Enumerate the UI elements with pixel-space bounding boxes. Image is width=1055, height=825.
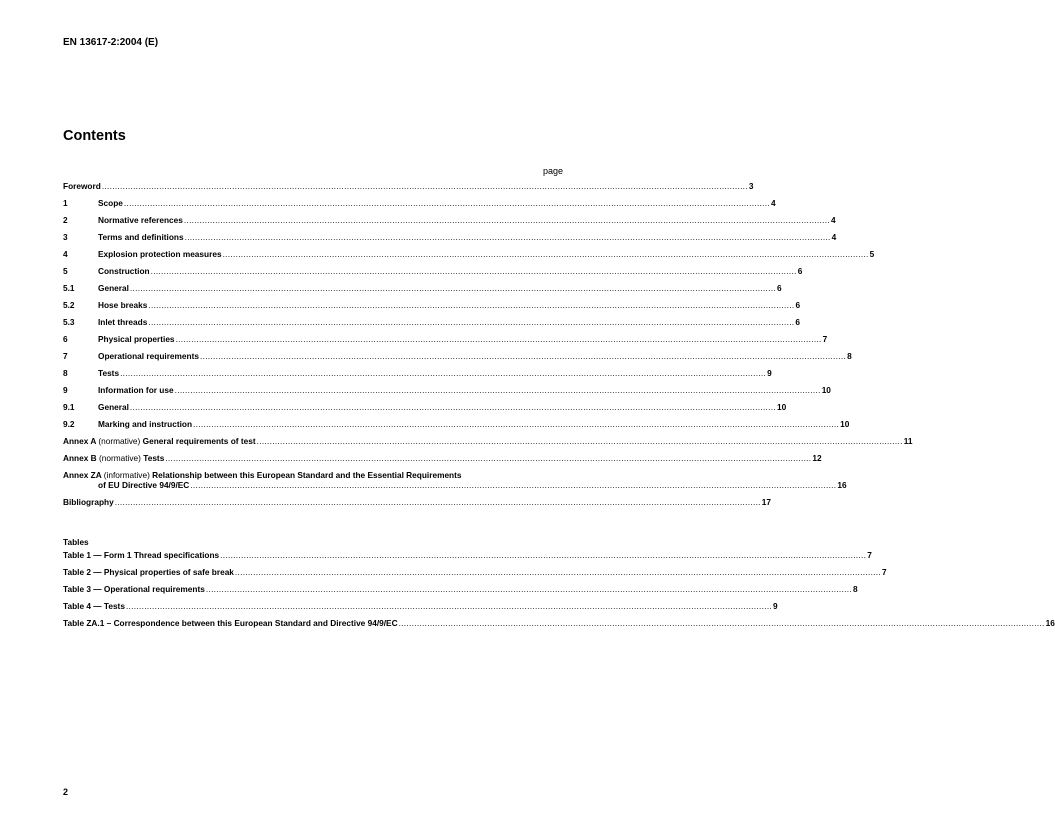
toc-entry-title: Inlet threads: [98, 317, 148, 327]
table-entry-title: Table 2 — Physical properties of safe break: [63, 567, 234, 577]
toc-entry[interactable]: [63, 317, 801, 334]
toc-entry-title: Operational requirements: [98, 351, 199, 361]
toc-entry[interactable]: [63, 232, 837, 249]
toc-entry[interactable]: [63, 419, 850, 436]
toc-entry-page: 7: [822, 334, 828, 344]
toc-entry-page: 8: [847, 351, 852, 361]
toc-entry[interactable]: [63, 266, 803, 283]
toc-entry-bibliography[interactable]: [63, 497, 772, 514]
table-entry-title: Table 1 — Form 1 Thread specifications: [63, 550, 220, 560]
toc-entry[interactable]: [63, 300, 801, 317]
toc-entry-page: 12: [812, 453, 822, 463]
toc-entry-page: 9: [767, 368, 772, 378]
table-entry-page: 7: [867, 550, 872, 560]
toc-entry-page: 10: [840, 419, 850, 429]
dot-leader: [235, 567, 881, 577]
toc-entry-page: 11: [903, 436, 913, 446]
toc-entry-title: Hose breaks: [98, 300, 148, 310]
toc-entry-number: 3: [63, 232, 68, 242]
table-entry[interactable]: [63, 618, 1055, 635]
dot-leader: [200, 351, 846, 361]
document-id: EN 13617-2:2004 (E): [63, 37, 159, 48]
toc-entry-page: 6: [795, 300, 801, 310]
annex-kind: (informative): [103, 470, 150, 480]
toc-entry[interactable]: [63, 368, 772, 385]
toc-entry-title: Normative references: [98, 215, 183, 225]
toc-entry-number: 7: [63, 351, 68, 361]
toc-entry-title: Tests: [98, 368, 120, 378]
annex-title: General requirements of test: [142, 436, 256, 446]
toc-entry-page: 5: [869, 249, 875, 259]
annex-title-continued: of EU Directive 94/9/EC: [98, 480, 190, 490]
list-of-tables: [63, 550, 1055, 635]
dot-leader: [124, 198, 770, 208]
annex-label: Annex B: [63, 453, 97, 463]
table-entry-title: Table 3 — Operational requirements: [63, 584, 205, 594]
toc-entry[interactable]: [63, 351, 852, 368]
dot-leader: [185, 232, 831, 242]
toc-entry-title: Bibliography: [63, 497, 114, 507]
tables-heading: Tables: [63, 537, 89, 547]
dot-leader: [165, 453, 811, 463]
toc-entry[interactable]: [63, 198, 776, 215]
toc-entry-page: 10: [821, 385, 831, 395]
toc-entry-number: 9.1: [63, 402, 75, 412]
table-entry[interactable]: [63, 550, 872, 567]
dot-leader: [130, 402, 776, 412]
toc-entry-page: 6: [795, 317, 801, 327]
dot-leader: [148, 317, 794, 327]
dot-leader: [223, 249, 869, 259]
dot-leader: [130, 283, 776, 293]
toc-entry[interactable]: [63, 402, 787, 419]
annex-label: Annex A: [63, 436, 97, 446]
toc-entry-number: 1: [63, 198, 68, 208]
toc-entry-number: 9: [63, 385, 68, 395]
toc-entry-annex-a[interactable]: [63, 436, 913, 453]
toc-entry-title: Foreword: [63, 181, 101, 191]
dot-leader: [175, 385, 821, 395]
table-entry[interactable]: [63, 584, 858, 601]
dot-leader: [176, 334, 822, 344]
toc-entry-title: Terms and definitions: [98, 232, 184, 242]
toc-entry-title: General: [98, 402, 129, 412]
toc-entry-number: 5.2: [63, 300, 75, 310]
toc-entry-number: 9.2: [63, 419, 75, 429]
toc-entry-number: 6: [63, 334, 68, 344]
toc-entry-title: Marking and instruction: [98, 419, 193, 429]
dot-leader: [257, 436, 903, 446]
page-column-label: page: [542, 166, 563, 176]
toc-entry[interactable]: [63, 334, 828, 351]
dot-leader: [126, 601, 772, 611]
toc-entry-number: 2: [63, 215, 68, 225]
dot-leader: [120, 368, 766, 378]
contents-title: Contents: [63, 128, 126, 144]
table-entry-page: 16: [1045, 618, 1055, 628]
toc-entry-annex-b[interactable]: [63, 453, 822, 470]
table-entry-page: 7: [882, 567, 887, 577]
annex-title: Relationship between this European Standard and the Essential Requirements: [152, 470, 462, 480]
table-entry-title: Table 4 — Tests: [63, 601, 125, 611]
table-entry[interactable]: [63, 601, 778, 618]
table-entry-page: 8: [852, 584, 858, 594]
dot-leader: [151, 266, 797, 276]
toc-entry[interactable]: [63, 215, 836, 232]
toc-entry-page: 17: [761, 497, 772, 507]
annex-title: Tests: [143, 453, 165, 463]
table-entry-title: Table ZA.1 – Correspondence between this European Standard and Directive 94/9/EC: [63, 618, 398, 628]
toc-entry-number: 5.1: [63, 283, 75, 293]
dot-leader: [148, 300, 794, 310]
annex-label: Annex ZA: [63, 470, 102, 480]
toc-entry-number: 4: [63, 249, 68, 259]
toc-entry-title: Physical properties: [98, 334, 175, 344]
dot-leader: [190, 480, 836, 490]
table-entry[interactable]: [63, 567, 887, 584]
toc-entry-page: 6: [776, 283, 782, 293]
annex-kind: (normative): [98, 436, 141, 446]
toc-entry-page: 4: [770, 198, 776, 208]
toc-entry-title: Construction: [98, 266, 150, 276]
toc-entry-title: Explosion protection measures: [98, 249, 222, 259]
dot-leader: [193, 419, 839, 429]
toc-entry-page: 4: [830, 215, 836, 225]
toc-entry-page: 3: [748, 181, 754, 191]
toc-entry-page: 10: [776, 402, 787, 412]
toc-entry-page: 4: [831, 232, 837, 242]
toc-entry[interactable]: [63, 249, 875, 266]
table-entry-page: 9: [773, 601, 778, 611]
toc-entry[interactable]: [63, 283, 782, 300]
dot-leader: [102, 181, 748, 191]
toc-entry-foreword[interactable]: [63, 181, 754, 198]
toc-entry-page: 6: [797, 266, 803, 276]
toc-entry[interactable]: [63, 385, 831, 402]
annex-kind: (normative): [98, 453, 141, 463]
dot-leader: [399, 618, 1045, 628]
dot-leader: [206, 584, 852, 594]
page-number: 2: [63, 787, 69, 797]
toc-entry-title: General: [98, 283, 129, 293]
toc-entry-number: 5: [63, 266, 68, 276]
dot-leader: [184, 215, 830, 225]
dot-leader: [115, 497, 761, 507]
table-of-contents: [63, 181, 913, 514]
dot-leader: [220, 550, 866, 560]
toc-entry-page: 16: [837, 480, 847, 490]
toc-entry-number: 5.3: [63, 317, 75, 327]
toc-entry-number: 8: [63, 368, 68, 378]
toc-entry-title: Scope: [98, 198, 123, 208]
toc-entry-annex-za[interactable]: [63, 470, 847, 497]
toc-entry-title: Information for use: [98, 385, 174, 395]
